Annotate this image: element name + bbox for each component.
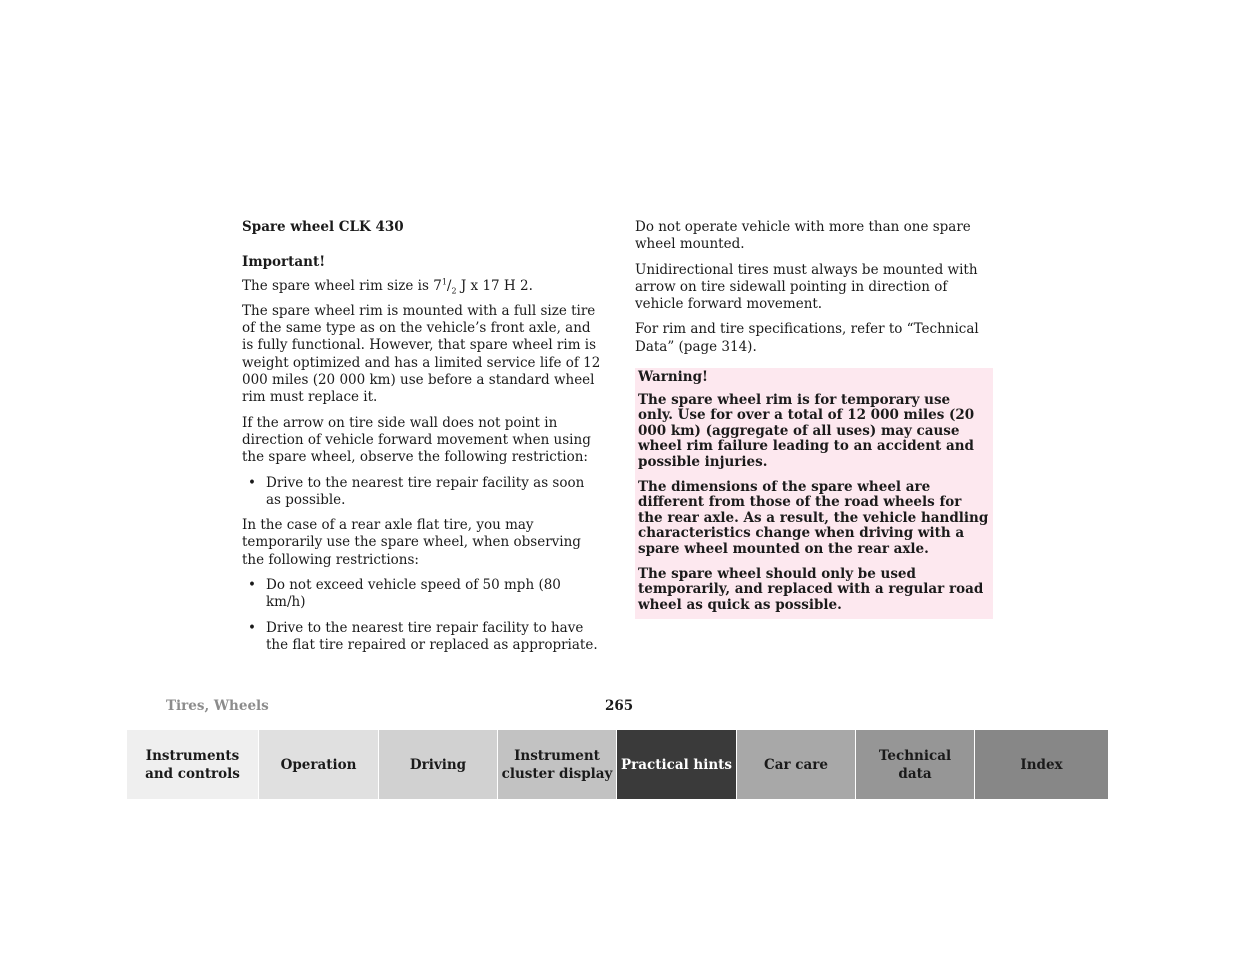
warning-box xyxy=(635,368,993,619)
warning-paragraph: The dimensions of the spare wheel are different from those of the road wheels for the rear axle. As a result, the vehicle handling characteristics change when driving with a spare wheel mounted on the rear axle. xyxy=(638,478,989,558)
tab-label: Car care xyxy=(764,756,828,773)
tab-practical-hints[interactable] xyxy=(617,730,737,799)
tab-operation[interactable] xyxy=(259,730,379,799)
tab-instrument-cluster-display[interactable] xyxy=(498,730,617,799)
tab-instruments-and-controls[interactable] xyxy=(127,730,259,799)
important-heading: Important! xyxy=(242,254,326,271)
fraction-numerator: 1 xyxy=(441,277,447,287)
tab-label: Instrument cluster display xyxy=(501,747,613,782)
one-spare-paragraph: Do not operate vehicle with more than one spare wheel mounted. xyxy=(635,219,971,253)
section-title: Spare wheel CLK 430 xyxy=(242,219,404,235)
warning-paragraph: The spare wheel rim is for temporary use only. Use for over a total of 12 000 miles (20 000 km) (aggregate of all uses) may cause wheel rim failure leading to an accident and possible injuries. xyxy=(638,391,975,471)
list-item: • Do not exceed vehicle speed of 50 mph (80 km/h) xyxy=(242,577,602,612)
restriction-list-1 xyxy=(242,475,602,510)
chapter-navigation xyxy=(127,730,1108,799)
list-item: • Drive to the nearest tire repair facility to have the flat tire repaired or replaced as appropriate. xyxy=(242,620,602,655)
rim-size-prefix: The spare wheel rim size is 7 xyxy=(242,277,442,294)
list-item: • Drive to the nearest tire repair facility as soon as possible. xyxy=(242,475,602,510)
tab-index[interactable] xyxy=(975,730,1108,799)
warning-paragraph: The spare wheel should only be used temporarily, and replaced with a regular road wheel as quick as possible. xyxy=(638,565,984,613)
fraction-denominator: 2 xyxy=(451,286,457,296)
tab-label: Index xyxy=(1020,756,1063,773)
rear-axle-paragraph: In the case of a rear axle flat tire, you may temporarily use the spare wheel, when observing the following restrictions: xyxy=(242,517,581,568)
rim-size-text xyxy=(242,278,602,295)
tab-label: Technical data xyxy=(878,747,952,782)
tab-label: Driving xyxy=(409,756,467,773)
right-column xyxy=(635,219,993,619)
spare-rim-description: The spare wheel rim is mounted with a full size tire of the same type as on the vehicle’s front axle, and is fully functional. However, that spare wheel rim is weight optimized and has a limited service life of 12 000 miles (20 000 km) use before a standard wheel rim must replace it. xyxy=(242,302,601,406)
arrow-direction-paragraph: If the arrow on tire side wall does not point in direction of vehicle forward movement when using the spare wheel, observe the following restriction: xyxy=(242,414,591,466)
specifications-reference: For rim and tire specifications, refer to “Technical Data” (page 314). xyxy=(635,321,979,355)
tab-label: Operation xyxy=(280,756,357,773)
tab-technical-data[interactable] xyxy=(856,730,975,799)
fraction-slash: / xyxy=(446,277,452,294)
tab-car-care[interactable] xyxy=(737,730,856,799)
footer-section-name: Tires, Wheels xyxy=(166,698,269,714)
tab-label: Practical hints xyxy=(621,756,732,773)
unidirectional-paragraph: Unidirectional tires must always be mounted with arrow on tire sidewall pointing in direction of vehicle forward movement. xyxy=(635,261,978,313)
warning-title: Warning! xyxy=(638,369,708,386)
page-number: 265 xyxy=(605,698,634,714)
tab-driving[interactable] xyxy=(379,730,498,799)
tab-label: Instruments and controls xyxy=(145,747,240,782)
rim-size-suffix: J x 17 H 2. xyxy=(456,277,533,294)
left-column xyxy=(242,219,602,662)
restriction-list-2 xyxy=(242,577,602,654)
